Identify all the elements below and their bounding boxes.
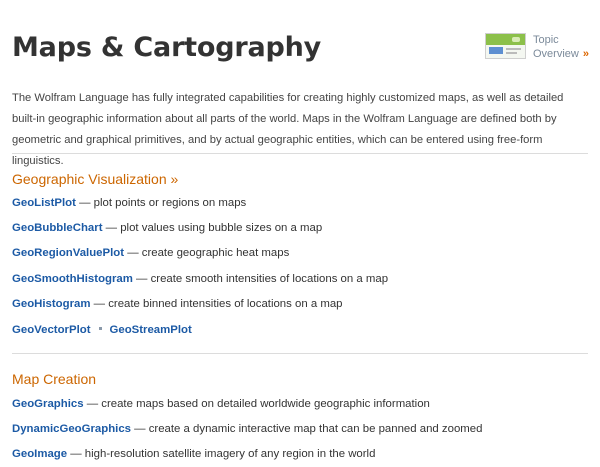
divider (12, 153, 588, 154)
item-description: — create a dynamic interactive map that can be panned and zoomed (131, 423, 483, 435)
separator-dot-icon (99, 327, 102, 330)
section-title-geographic-visualization[interactable]: Geographic Visualization » (12, 171, 179, 187)
overview-label-topic: Topic (533, 34, 559, 46)
list-item (12, 197, 246, 209)
item-description: — plot values using bubble sizes on a map (102, 222, 323, 234)
item-description: — create smooth intensities of locations on a map (132, 273, 389, 285)
inline-link-list (12, 324, 192, 336)
link-geovectorplot[interactable]: GeoVectorPlot (12, 324, 91, 336)
overview-label-overview: Overview (533, 48, 579, 60)
link-geographics[interactable]: GeoGraphics (12, 398, 84, 410)
list-item (12, 448, 375, 460)
link-georegionvalueplot[interactable]: GeoRegionValuePlot (12, 247, 125, 259)
topic-overview-thumbnail-icon (485, 33, 526, 59)
link-geobubblechart[interactable]: GeoBubbleChart (12, 222, 103, 234)
list-item (12, 398, 430, 410)
link-geoimage[interactable]: GeoImage (12, 448, 68, 460)
page-title: Maps & Cartography (12, 32, 322, 63)
section-title-map-creation: Map Creation (12, 371, 97, 387)
item-description: — create maps based on detailed worldwide geographic information (83, 398, 430, 410)
list-item (12, 247, 289, 259)
list-item (12, 273, 388, 285)
list-item (12, 222, 322, 234)
item-description: — create geographic heat maps (124, 247, 290, 259)
overview-arrow-icon: » (582, 48, 589, 60)
divider (12, 353, 588, 354)
link-geostreamplot[interactable]: GeoStreamPlot (109, 324, 192, 336)
link-dynamicgeographics[interactable]: DynamicGeoGraphics (12, 423, 132, 435)
item-description: — high-resolution satellite imagery of any region in the world (67, 448, 376, 460)
link-geolistplot[interactable]: GeoListPlot (12, 197, 76, 209)
item-description: — create binned intensities of locations on a map (90, 298, 343, 310)
list-item (12, 298, 343, 310)
topic-overview-link[interactable] (485, 33, 593, 63)
link-geohistogram[interactable]: GeoHistogram (12, 298, 91, 310)
list-item (12, 423, 482, 435)
intro-paragraph: The Wolfram Language has fully integrated capabilities for creating highly customized maps, as well as detailed built-in geographic information about all parts of the world. Maps in the Wolfram Language are defined both by geometric and graphical primitives, and by actual geographic entities, which can be entered using free-form linguistics. (12, 92, 564, 167)
item-description: — plot points or regions on maps (75, 197, 247, 209)
link-geosmoothhistogram[interactable]: GeoSmoothHistogram (12, 273, 133, 285)
